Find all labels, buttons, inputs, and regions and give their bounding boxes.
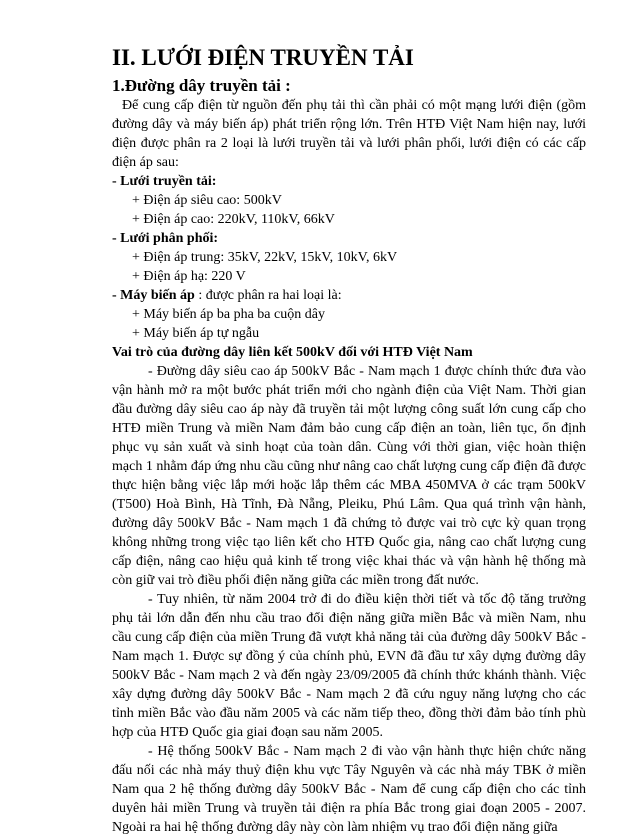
group-item: + Điện áp hạ: 220 V: [132, 269, 246, 284]
voltage-group-transmission: [112, 172, 586, 229]
group-item: + Điện áp trung: 35kV, 22kV, 15kV, 10kV, 6kV: [132, 250, 398, 265]
group-item: + Máy biến áp tự ngẫu: [132, 326, 260, 341]
voltage-group-distribution: [112, 229, 586, 286]
body-paragraph: - Tuy nhiên, từ năm 2004 trở đi do điều kiện thời tiết và tốc độ tăng trưởng phụ tải lớn dẫn đến nhu cầu trao đổi điện năng giữa miền Bắc và miền Nam, nhu cầu cung cấp điện của miền Trung đã vượt khả năng tải của đường dây 500kV Bắc - Nam mạch 1. Được sự đồng ý của chính phủ, EVN đã đầu tư xây dựng đường dây 500kV Bắc - Nam mạch 2 và đến ngày 23/09/2005 đã chính thức khánh thành. Việc xây dựng đường dây 500kV Bắc - Nam mạch 2 đã cứu nguy năng lượng cho các tỉnh miền Bắc vào đầu năm 2005 và các năm tiếp theo, đồng thời đảm bảo tính phù hợp của HTĐ Quốc gia giai đoạn sau năm 2005.: [112, 592, 586, 740]
section-title: II. LƯỚI ĐIỆN TRUYỀN TẢI: [112, 45, 414, 70]
group-label: - Máy biến áp : được phân ra hai loại là:: [112, 288, 342, 303]
subsection-title: 1.Đường dây truyền tải :: [112, 76, 291, 95]
body-paragraph: - Đường dây siêu cao áp 500kV Bắc - Nam mạch 1 được chính thức đưa vào vận hành mở ra một bước phát triển mới cho ngành điện của Việt Nam. Thời gian đầu đường dây siêu cao áp này đã truyền tải một lượng công suất lớn cung cấp cho HTĐ miền Trung và miền Nam đảm bảo cung cấp điện an toàn, liên tục, ổn định phục vụ sản xuất và sinh hoạt của toàn dân. Cùng với thời gian, việc hoàn thiện mạch 1 nhằm đáp ứng nhu cầu cũng như nâng cao chất lượng cung cấp điện đã được thực hiện bằng việc lắp mới hoặc lắp thêm các MBA 450MVA ở các trạm 500kV (T500) Hoà Bình, Hà Tĩnh, Đà Nẵng, Pleiku, Phú Lâm. Qua quá trình vận hành, đường dây 500kV Bắc - Nam mạch 1 đã chứng tỏ được vai trò cực kỳ quan trọng không những trong việc tạo liên kết cho HTĐ Quốc gia, nâng cao chất lượng cung cấp điện, nâng cao hiệu quả kinh tế trong việc khai thác và vận hành hệ thống mà còn giữ vai trò điều phối điện năng giữa các miền trong đất nước.: [112, 364, 586, 588]
group-label: - Lưới truyền tải:: [112, 174, 217, 189]
body-paragraph: - Hệ thống 500kV Bắc - Nam mạch 2 đi vào vận hành thực hiện chức năng đấu nối các nhà máy thuỷ điện khu vực Tây Nguyên và các nhà máy TBK ở miền Nam qua 2 hệ thống đường dây 500kV Bắc - Nam để cung cấp điện cho các tỉnh duyên hải miền Trung và truyền tải điện ra phía Bắc trong giai đoạn 2005 - 2007. Ngoài ra hai hệ thống đường dây này còn làm nhiệm vụ trao đổi điện năng giữa: [112, 744, 586, 835]
group-item: + Điện áp siêu cao: 500kV: [132, 193, 282, 208]
group-item: + Điện áp cao: 220kV, 110kV, 66kV: [132, 212, 335, 227]
group-item: + Máy biến áp ba pha ba cuộn dây: [132, 307, 325, 322]
intro-paragraph: Để cung cấp điện từ nguồn đến phụ tải thì cần phải có một mạng lưới điện (gồm đường dây và máy biến áp) phát triển rộng lớn. Trên HTĐ Việt Nam hiện nay, lưới điện được phân ra 2 loại là lưới truyền tải và lưới phân phối, lưới điện có các cấp điện áp sau:: [112, 98, 586, 170]
role-heading: Vai trò của đường dây liên kết 500kV đối với HTĐ Việt Nam: [112, 345, 473, 360]
voltage-group-transformer: [112, 286, 586, 343]
group-label: - Lưới phân phối:: [112, 231, 219, 246]
